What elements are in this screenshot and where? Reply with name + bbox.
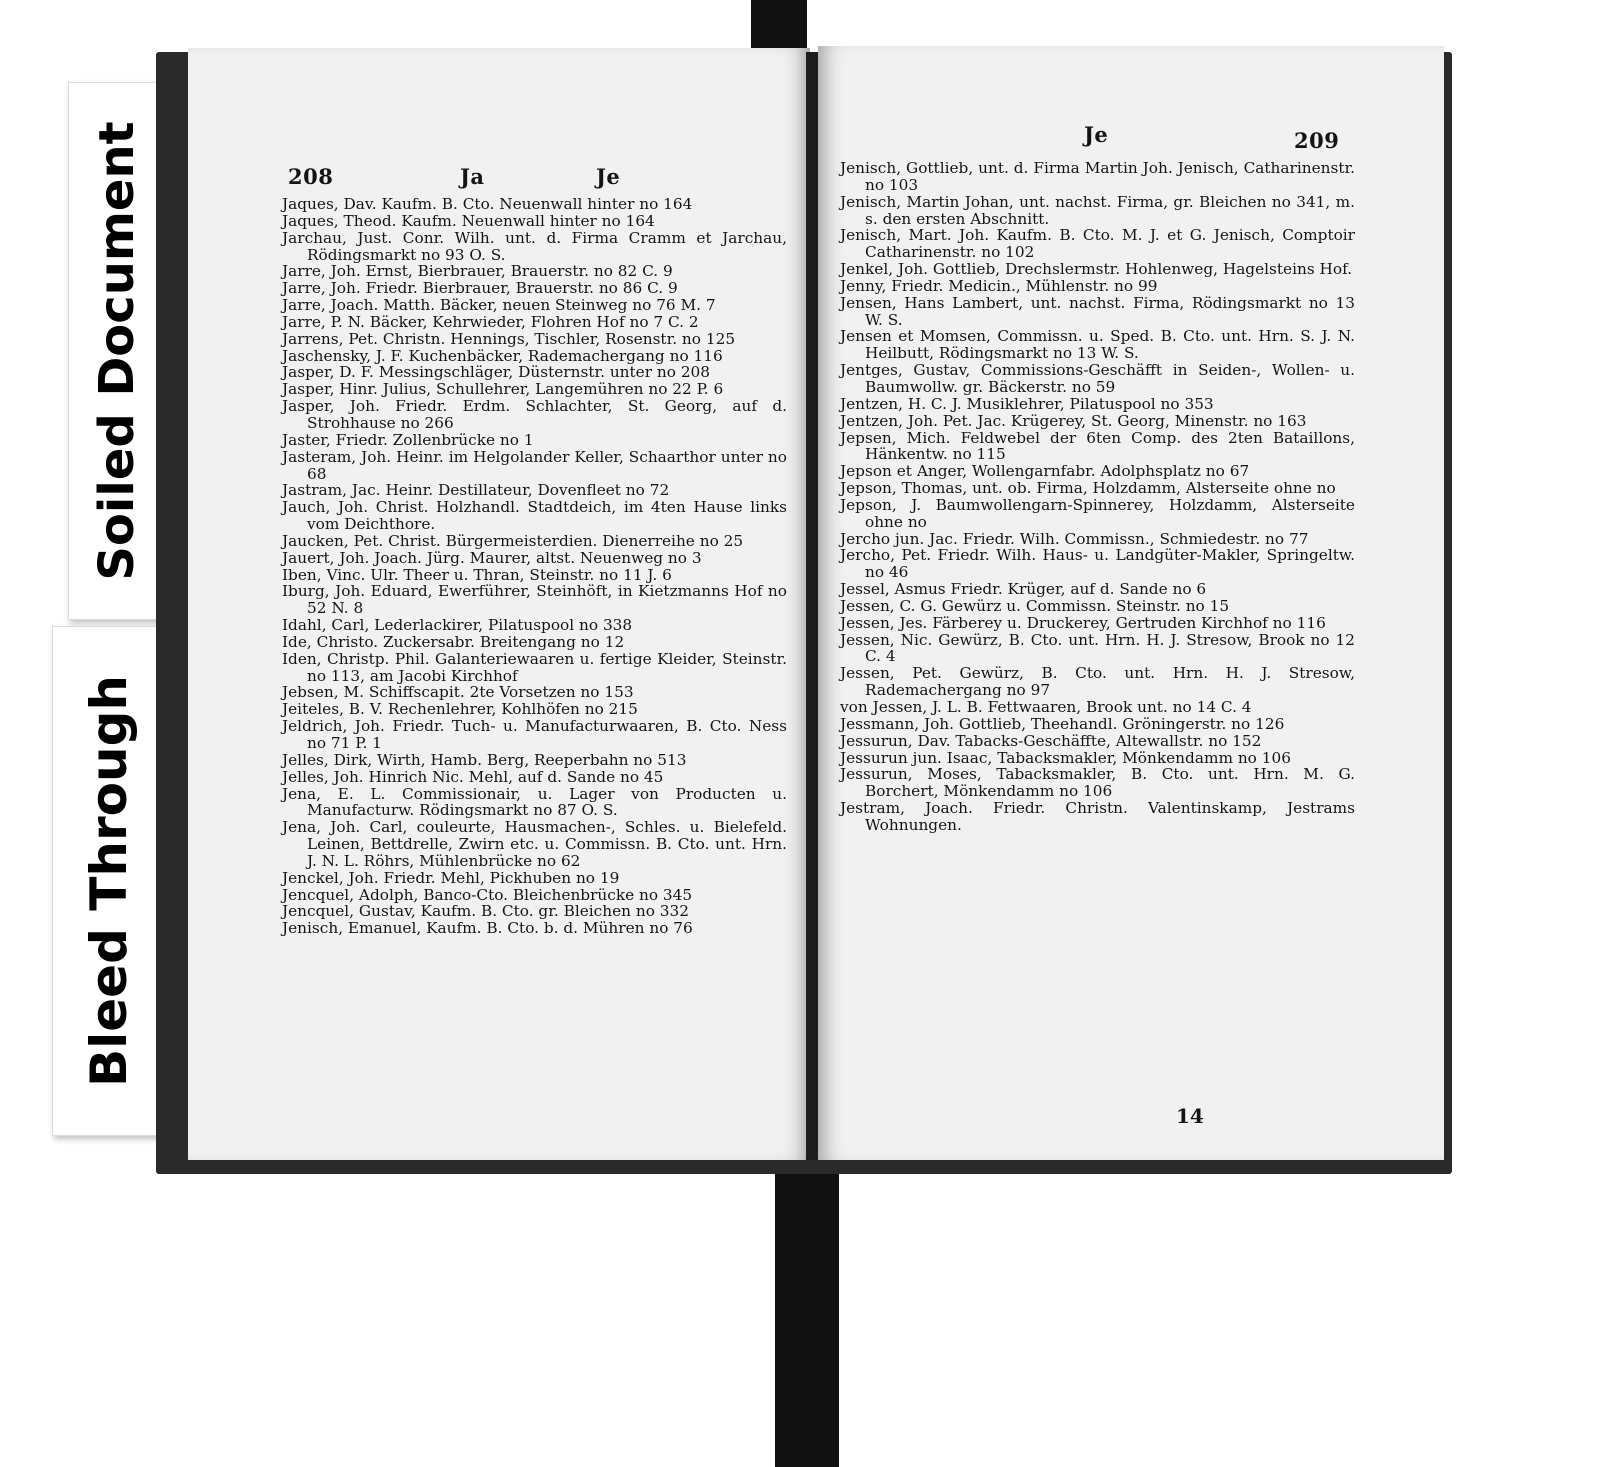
directory-entry: Jaschensky, J. F. Kuchenbäcker, Rademachergang no 116 — [282, 346, 723, 365]
directory-entry: Ide, Christo. Zuckersabr. Breitengang no 12 — [282, 632, 625, 651]
directory-entry: Jessel, Asmus Friedr. Krüger, auf d. Sande no 6 — [840, 580, 1207, 599]
directory-entry: Jercho jun. Jac. Friedr. Wilh. Commissn., Schmiedestr. no 77 — [840, 529, 1309, 548]
ribbon-marker-top — [751, 0, 807, 54]
soiled-document-tab — [68, 82, 166, 620]
directory-entry: Jasper, D. F. Messingschläger, Düsternstr. unter no 208 — [282, 363, 711, 382]
directory-entry: Jepsen, Mich. Feldwebel der 6ten Comp. des 2ten Bataillons, Hänkentw. no 115 — [840, 428, 1355, 464]
directory-entry: Jaques, Dav. Kaufm. B. Cto. Neuenwall hinter no 164 — [282, 195, 693, 213]
directory-entry: Jenny, Friedr. Medicin., Mühlenstr. no 99 — [840, 276, 1158, 295]
left-entry-list — [282, 196, 787, 937]
directory-entry: von Jessen, J. L. B. Fettwaaren, Brook unt. no 14 C. 4 — [840, 698, 1252, 716]
directory-entry: Jessen, C. G. Gewürz u. Commissn. Steinstr. no 15 — [840, 596, 1230, 615]
directory-entry: Jessen, Nic. Gewürz, B. Cto. unt. Hrn. H. J. Stresow, Brook no 12 C. 4 — [840, 630, 1355, 666]
directory-entry: Jaster, Friedr. Zollenbrücke no 1 — [282, 430, 534, 449]
directory-entry: Jercho, Pet. Friedr. Wilh. Haus- u. Landgüter-Makler, Springeltw. no 46 — [840, 546, 1355, 582]
directory-entry: Jaucken, Pet. Christ. Bürgermeisterdien. Dienerreihe no 25 — [282, 531, 744, 550]
directory-entry: Idahl, Carl, Lederlackirer, Pilatuspool no 338 — [282, 616, 633, 635]
directory-entry: Jessmann, Joh. Gottlieb, Theehandl. Gröningerstr. no 126 — [840, 714, 1285, 733]
directory-entry: Jarrens, Pet. Christn. Hennings, Tischler, Rosenstr. no 125 — [282, 329, 736, 348]
directory-entry: Jentzen, H. C. J. Musiklehrer, Pilatuspool no 353 — [840, 394, 1214, 413]
directory-entry: Jaques, Theod. Kaufm. Neuenwall hinter no 164 — [282, 211, 655, 230]
right-page — [818, 46, 1444, 1160]
directory-entry: Jessurun, Moses, Tabacksmakler, B. Cto. unt. Hrn. M. G. Borchert, Mönkendamm no 106 — [840, 765, 1355, 801]
directory-entry: Jarre, Joach. Matth. Bäcker, neuen Steinweg no 76 M. 7 — [282, 296, 716, 315]
right-page-number: 209 — [1294, 128, 1340, 153]
right-entry-list — [840, 160, 1355, 834]
directory-entry: Jarchau, Just. Conr. Wilh. unt. d. Firma Cramm et Jarchau, Rödingsmarkt no 93 O. S. — [282, 228, 787, 264]
directory-entry: Jenisch, Gottlieb, unt. d. Firma Martin Joh. Jenisch, Catharinenstr. no 103 — [840, 159, 1355, 194]
directory-entry: Jessurun, Dav. Tabacks-Geschäffte, Altewallstr. no 152 — [840, 731, 1262, 750]
directory-entry: Jauert, Joh. Joach. Jürg. Maurer, altst. Neuenweg no 3 — [282, 548, 702, 567]
directory-entry: Jarre, P. N. Bäcker, Kehrwieder, Flohren Hof no 7 C. 2 — [282, 312, 699, 331]
ribbon-marker-bottom — [775, 1158, 839, 1467]
directory-entry: Jenkel, Joh. Gottlieb, Drechslermstr. Hohlenweg, Hagelsteins Hof. — [840, 260, 1353, 279]
directory-entry: Jasteram, Joh. Heinr. im Helgolander Keller, Schaarthor unter no 68 — [282, 447, 787, 483]
bleed-through-tab — [52, 626, 166, 1136]
left-page — [188, 48, 810, 1160]
directory-entry: Jenisch, Emanuel, Kaufm. B. Cto. b. d. Mühren no 76 — [282, 919, 693, 938]
directory-entry: Jensen, Hans Lambert, unt. nachst. Firma, Rödingsmarkt no 13 W. S. — [840, 293, 1355, 329]
directory-entry: Jeldrich, Joh. Friedr. Tuch- u. Manufacturwaaren, B. Cto. Ness no 71 P. 1 — [282, 717, 787, 752]
directory-entry: Jenisch, Mart. Joh. Kaufm. B. Cto. M. J. et G. Jenisch, Comptoir Catharinenstr. no 102 — [840, 226, 1355, 262]
directory-entry: Jentzen, Joh. Pet. Jac. Krügerey, St. Georg, Minenstr. no 163 — [840, 411, 1307, 430]
bleed-through-label: Bleed Through — [80, 675, 138, 1087]
directory-entry: Jepson, J. Baumwollengarn-Spinnerey, Holzdamm, Alsterseite ohne no — [840, 495, 1355, 531]
directory-entry: Jelles, Joh. Hinrich Nic. Mehl, auf d. Sande no 45 — [282, 767, 664, 786]
right-running-head: Je — [1084, 122, 1109, 147]
soiled-document-label: Soiled Document — [89, 121, 145, 581]
directory-entry: Jentges, Gustav, Commissions-Geschäfft in Seiden-, Wollen- u. Baumwollw. gr. Bäckerstr. no 59 — [840, 361, 1355, 396]
directory-entry: Iden, Christp. Phil. Galanteriewaaren u. fertige Kleider, Steinstr. no 113, am Jacobi Kirchhof — [282, 649, 787, 685]
directory-entry: Jepson et Anger, Wollengarnfabr. Adolphsplatz no 67 — [840, 462, 1250, 481]
directory-entry: Jebsen, M. Schiffscapit. 2te Vorsetzen no 153 — [282, 683, 634, 702]
directory-entry: Jarre, Joh. Ernst, Bierbrauer, Brauerstr. no 82 C. 9 — [282, 262, 673, 281]
left-page-number: 208 — [288, 164, 334, 189]
directory-entry: Jensen et Momsen, Commissn. u. Sped. B. Cto. unt. Hrn. S. J. N. Heilbutt, Rödingsmarkt no 13 W. S. — [840, 327, 1355, 363]
directory-entry: Jessen, Jes. Färberey u. Druckerey, Gertruden Kirchhof no 116 — [840, 613, 1326, 632]
directory-entry: Jestram, Joach. Friedr. Christn. Valentinskamp, Jestrams Wohnungen. — [840, 799, 1355, 834]
directory-entry: Jessurun jun. Isaac, Tabacksmakler, Mönkendamm no 106 — [840, 748, 1291, 767]
directory-entry: Jenckel, Joh. Friedr. Mehl, Pickhuben no 19 — [282, 868, 620, 887]
directory-entry: Jencquel, Adolph, Banco-Cto. Bleichenbrücke no 345 — [282, 885, 693, 904]
catchword: 14 — [1176, 1104, 1204, 1128]
directory-entry: Jastram, Jac. Heinr. Destillateur, Dovenfleet no 72 — [282, 481, 670, 500]
directory-entry: Jauch, Joh. Christ. Holzhandl. Stadtdeich, im 4ten Hause links vom Deichthore. — [282, 498, 787, 534]
directory-entry: Jelles, Dirk, Wirth, Hamb. Berg, Reeperbahn no 513 — [282, 750, 687, 769]
directory-entry: Jessen, Pet. Gewürz, B. Cto. unt. Hrn. H. J. Stresow, Rademachergang no 97 — [840, 664, 1355, 700]
directory-entry: Jeiteles, B. V. Rechenlehrer, Kohlhöfen no 215 — [282, 700, 638, 719]
directory-entry: Jena, E. L. Commissionair, u. Lager von Producten u. Manufacturw. Rödingsmarkt no 87 O. S. — [282, 784, 787, 820]
directory-entry: Jena, Joh. Carl, couleurte, Hausmachen-, Schles. u. Bielefeld. Leinen, Bettdrelle, Zwirn etc. u. Commissn. B. Cto. unt. Hrn. J. N. L. Röhrs, Mühlenbrücke no 62 — [282, 818, 787, 870]
left-running-head-start: Ja — [460, 164, 485, 189]
directory-entry: Jenisch, Martin Johan, unt. nachst. Firma, gr. Bleichen no 341, m. s. den ersten Abschnitt. — [840, 192, 1355, 228]
directory-entry: Jasper, Joh. Friedr. Erdm. Schlachter, St. Georg, auf d. Strohhause no 266 — [282, 397, 787, 432]
directory-entry: Jepson, Thomas, unt. ob. Firma, Holzdamm, Alsterseite ohne no — [840, 479, 1336, 498]
directory-entry: Jasper, Hinr. Julius, Schullehrer, Langemühren no 22 P. 6 — [282, 380, 724, 399]
directory-entry: Iben, Vinc. Ulr. Theer u. Thran, Steinstr. no 11 J. 6 — [282, 565, 672, 584]
left-running-head-end: Je — [596, 164, 621, 189]
directory-entry: Jarre, Joh. Friedr. Bierbrauer, Brauerstr. no 86 C. 9 — [282, 279, 678, 298]
directory-entry: Iburg, Joh. Eduard, Ewerführer, Steinhöft, in Kietzmanns Hof no 52 N. 8 — [282, 582, 787, 618]
directory-entry: Jencquel, Gustav, Kaufm. B. Cto. gr. Bleichen no 332 — [282, 902, 689, 921]
